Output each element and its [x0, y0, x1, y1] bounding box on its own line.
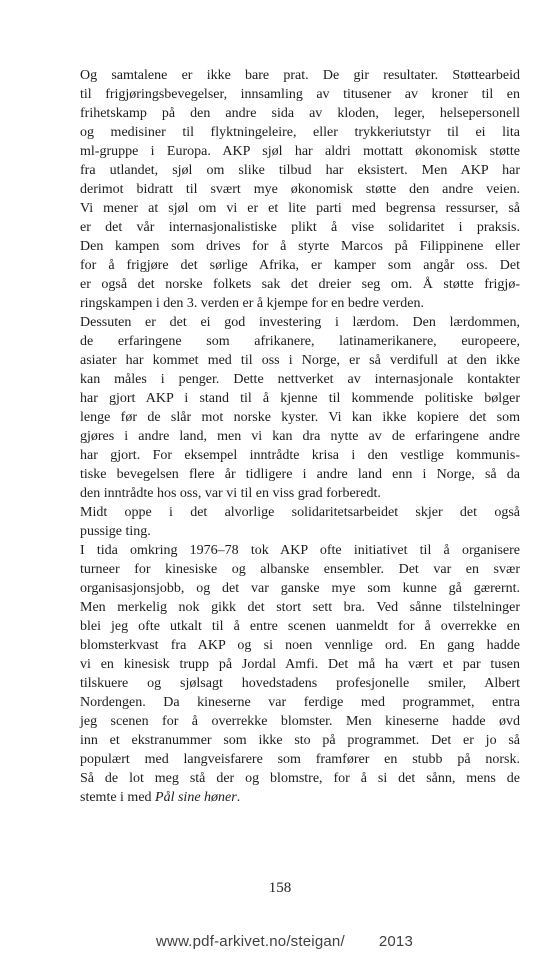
text-line: derimot bidratt til svært mye økonomisk støtte den andre veien.: [80, 182, 520, 197]
text-line: Så de lot meg stå der og blomstre, for å si det sånn, mens de: [80, 771, 520, 786]
text-line: er det vår internasjonalistiske plikt å vise solidaritet i praksis.: [80, 220, 520, 235]
footer: [156, 933, 413, 950]
text-line: og medisiner til flyktningeleire, eller trykkeriutstyr til ei lita: [80, 125, 520, 140]
text-line: vi en kinesisk trupp på Jordal Amfi. Det må ha vært et par tusen: [80, 657, 520, 672]
text-line: gjøres i andre land, men vi kan dra nytte av de erfaringene andre: [80, 429, 520, 444]
text-line: organisasjonsjobb, og det var ganske mye som kunne gå gærernt.: [80, 581, 520, 596]
text-line: Dessuten er det ei god investering i lærdom. Den lærdommen,: [80, 315, 520, 330]
text-line: til frigjøringsbevegelser, innsamling av titusener av kroner til en: [80, 87, 520, 102]
page-number: 158: [268, 880, 292, 896]
text-line: Men merkelig nok gikk det stort sett bra. Ved sånne tilstelninger: [80, 600, 520, 615]
text-line: ml-gruppe i Europa. AKP sjøl har aldri mottatt økonomisk støtte: [80, 144, 520, 159]
text-line: ringskampen i den 3. verden er å kjempe for en bedre verden.: [80, 296, 425, 311]
final-line-end: .: [236, 790, 241, 805]
final-line-start: stemte i med: [80, 790, 156, 805]
text-line: frihetskamp på den andre sida av kloden, leger, helsepersonell: [80, 106, 520, 121]
text-line: Nordengen. Da kineserne var ferdige med programmet, entra: [80, 695, 520, 710]
text-line: fra utlandet, sjøl om slike tilbud har eksistert. Men AKP har: [80, 163, 520, 178]
text-line: I tida omkring 1976–78 tok AKP ofte initiativet til å organisere: [80, 543, 520, 558]
text-line: er også det norske folkets sak det dreier seg om. Å støtte frigjø-: [80, 277, 520, 292]
song-title: Pål sine høner: [155, 790, 237, 805]
text-line: Den kampen som drives for å styrte Marcos på Filippinene eller: [80, 239, 520, 254]
text-line-final: [80, 788, 520, 807]
text-line: tilskuere og sjølsagt hovedstadens profesjonelle smiler, Albert: [80, 676, 520, 691]
footer-year: 2013: [378, 933, 413, 950]
text-line: kan måles i penger. Dette nettverket av internasjonale kontakter: [80, 372, 520, 387]
text-line: jeg scenen for å overrekke blomster. Men kineserne hadde øvd: [80, 714, 520, 729]
text-line: har gjort AKP i stand til å kjenne til kommende politiske bølger: [80, 391, 520, 406]
text-line: inn et ekstranummer som ikke sto på programmet. Det er jo så: [80, 733, 520, 748]
text-line: blomsterkvast fra AKP og si noen vennlige ord. En gang hadde: [80, 638, 520, 653]
text-line: turneer for kinesiske og albanske ensembler. Det var en svær: [80, 562, 520, 577]
text-line: populært med langveisfarere som framfører en stubb på norsk.: [80, 752, 520, 767]
text-line: har gjort. For eksempel inntrådte krisa i den vestlige kommunis-: [80, 448, 520, 463]
text-line: Vi mener at sjøl om vi er et lite parti med begrensa ressurser, så: [80, 201, 520, 216]
text-line: pussige ting.: [80, 524, 151, 539]
text-line: lenge før de slår mot norske kyster. Vi kan ikke kopiere det som: [80, 410, 520, 425]
text-line: den inntrådte hos oss, var vi til en viss grad forberedt.: [80, 486, 381, 501]
body-text: [80, 66, 520, 807]
text-line: tiske bevegelsen flere år tidligere i andre land enn i Norge, så da: [80, 467, 520, 482]
text-line: for å frigjøre det sørlige Afrika, er kamper som angår oss. Det: [80, 258, 520, 273]
text-line: Midt oppe i det alvorlige solidaritetsarbeidet skjer det også: [80, 505, 520, 520]
text-line: de erfaringene som afrikanere, latinamerikanere, europeere,: [80, 334, 520, 349]
text-line: Og samtalene er ikke bare prat. De gir resultater. Støttearbeid: [80, 68, 520, 83]
footer-url: www.pdf-arkivet.no/steigan/: [156, 933, 345, 950]
text-line: blei jeg ofte utkalt til å entre scenen uanmeldt for å overrekke en: [80, 619, 520, 634]
text-line: asiater har kommet med til oss i Norge, er så verdifull at den ikke: [80, 353, 520, 368]
